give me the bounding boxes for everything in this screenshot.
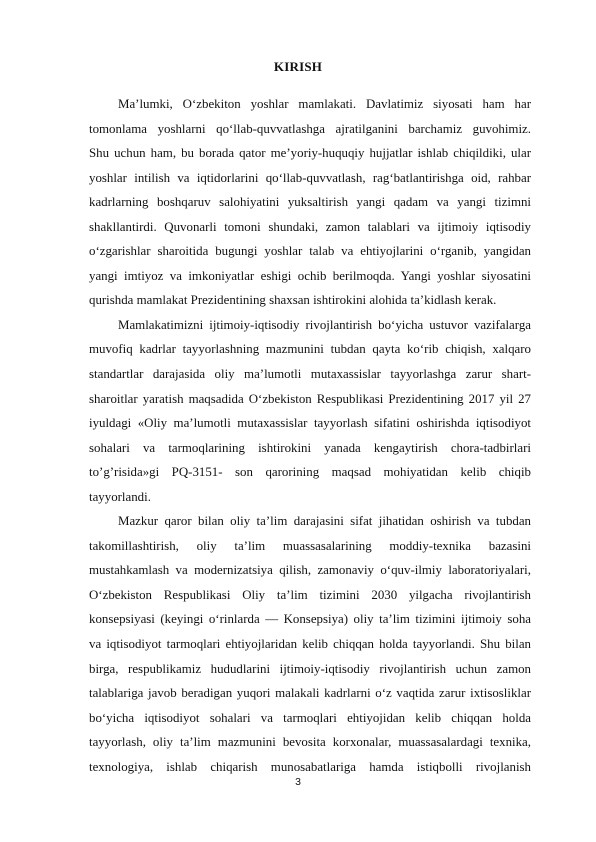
text-line: tayyorlash, oliy ta’lim mazmunini bevosita korxonalar, muassasalardagi texnika, [89,735,531,750]
text-line: o‘zgarishlar sharoitida bugungi yoshlar talab va ehtiyojlarini o‘rganib, yangidan [89,244,531,259]
text-line: to’g’risida»gi PQ-3151- son qarorining maqsad mohiyatidan kelib chiqib [89,465,531,480]
text-line: texnologiya, ishlab chiqarish munosabatlariga hamda istiqbolli rivojlanish [89,759,531,774]
text-line: muvofiq kadrlar tayyorlashning mazmunini tubdan qayta ko‘rib chiqish, xalqaro [89,342,531,357]
text-line: kadrlarning boshqaruv salohiyatini yuksaltirish yangi qadam va yangi tizimni [89,195,531,210]
text-line: va iqtisodiyot tarmoqlari ehtiyojlaridan kelib chiqqan holda tayyorlandi. Shu bilan [89,637,531,652]
text-line: tayyorlandi. [89,489,151,504]
text-line: bo‘yicha iqtisodiyot sohalari va tarmoqlari ehtiyojidan kelib chiqqan holda [89,710,531,725]
text-line: iyuldagi «Oliy ma’lumotli mutaxassislar tayyorlash sifatini oshirishda iqtisodiyot [89,416,531,431]
text-line: O‘zbekiston Respublikasi Oliy ta’lim tizimini 2030 yilgacha rivojlantirish [89,587,531,602]
page-number: 3 [295,776,301,788]
text-line: Mamlakatimizni ijtimoiy-iqtisodiy rivojlantirish bo‘yicha ustuvor vazifalarga [118,317,531,332]
text-line: standartlar darajasida oliy ma’lumotli mutaxassislar tayyorlashga zarur shart- [89,367,531,382]
text-line: mustahkamlash va modernizatsiya qilish, zamonaviy o‘quv-ilmiy laboratoriyalari, [89,563,531,578]
text-line: tomonlama yoshlarni qo‘llab-quvvatlashga ajratilganini barchamiz guvohimiz. [89,121,531,136]
text-line: qurishda mamlakat Prezidentining shaxsan ishtirokini alohida ta’kidlash kerak. [89,293,497,308]
text-line: sharoitlar yaratish maqsadida O‘zbekiston Respublikasi Prezidentining 2017 yil 27 [89,391,531,406]
text-line: yoshlar intilish va iqtidorlarini qo‘llab-quvvatlash, rag‘batlantirishga oid, rahbar [89,170,531,185]
text-line: Ma’lumki, O‘zbekiton yoshlar mamlakati. Davlatimiz siyosati ham har [118,97,531,111]
text-line: Shu uchun ham, bu borada qator me’yoriy-huquqiy hujjatlar ishlab chiqildiki, ular [89,146,531,161]
page-title: KIRISH [273,59,323,74]
text-line: birga, respublikamiz hududlarini ijtimoiy-iqtisodiy rivojlantirish uchun zamon [89,661,531,676]
text-line: takomillashtirish, oliy ta’lim muassasalarining moddiy-texnika bazasini [89,538,531,553]
text-line: konsepsiyasi (keyingi o‘rinlarda — Konsepsiya) oliy ta’lim tizimini ijtimoiy soha [89,612,531,627]
text-line: sohalari va tarmoqlarining ishtirokini yanada kengaytirish chora-tadbirlari [89,440,531,455]
text-line: talablariga javob beradigan yuqori malakali kadrlarni o‘z vaqtida zarur ixtisosliklar [89,686,531,701]
body-text [89,92,531,779]
text-line: Mazkur qaror bilan oliy ta’lim darajasini sifat jihatidan oshirish va tubdan [118,514,531,529]
text-line: shakllantirdi. Quvonarli tomoni shundaki, zamon talablari va ijtimoiy iqtisodiy [89,219,531,234]
text-line: yangi imtiyoz va imkoniyatlar eshigi ochib berilmoqda. Yangi yoshlar siyosatini [89,268,531,283]
